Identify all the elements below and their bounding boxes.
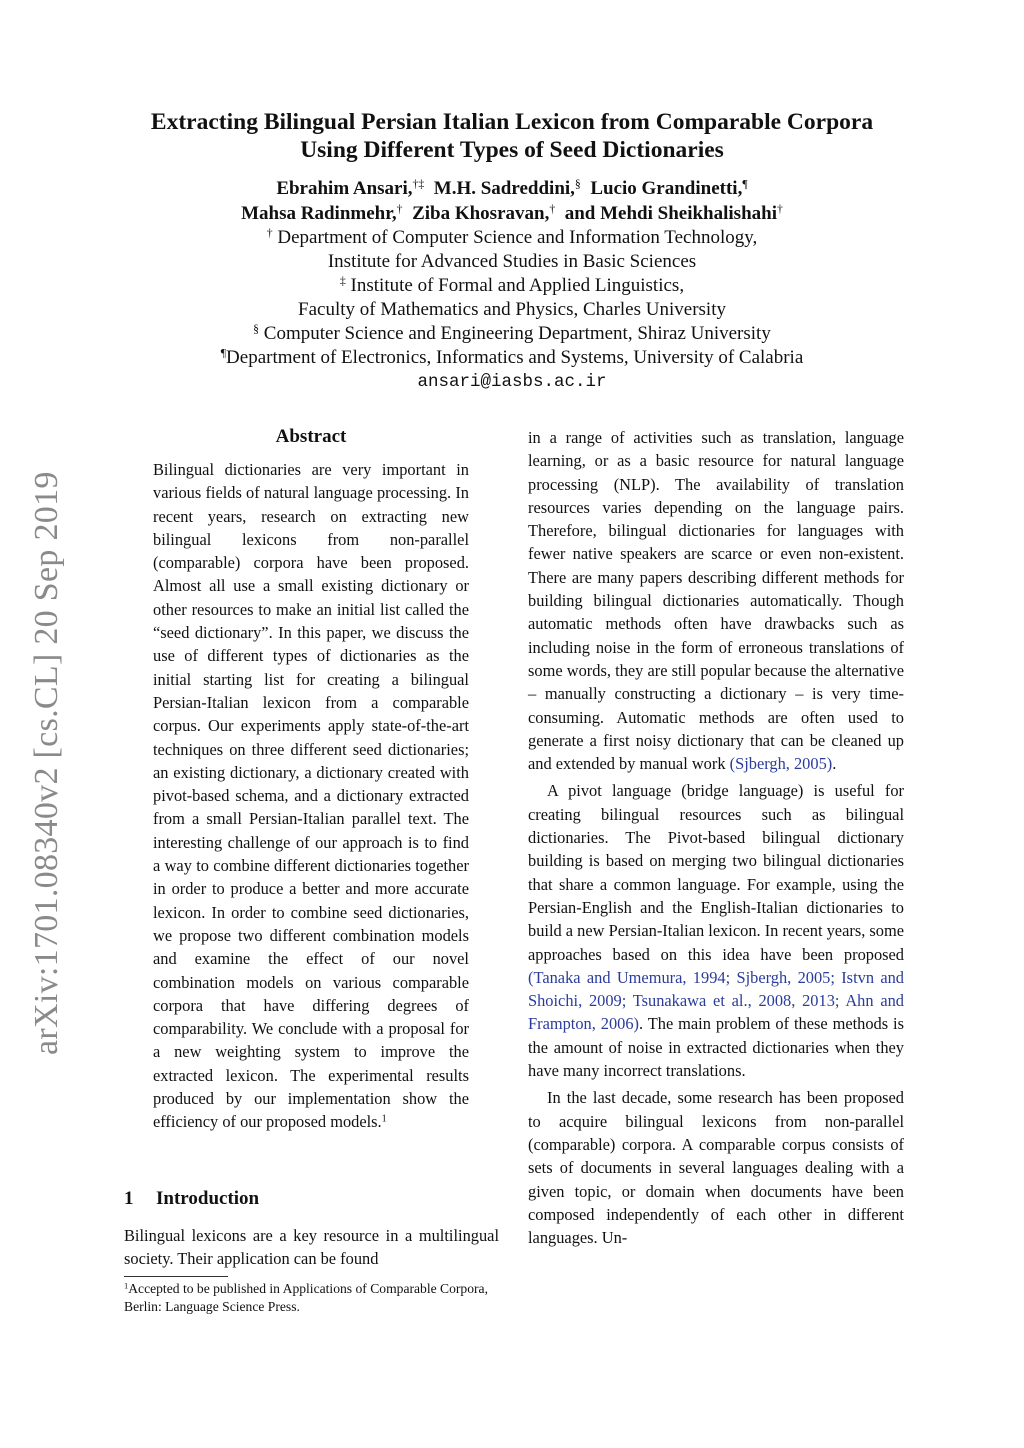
author-mark: †: [549, 202, 556, 216]
affiliation-text: Faculty of Mathematics and Physics, Charles University: [298, 299, 726, 320]
paragraph-text: In the last decade, some research has been proposed to acquire bilingual lexicons from non-parallel (comparable) corpora. A comparable corpus consists of sets of documents in several languages dealing with a given topic, or domain when documents have been composed independently of each other in different languages. Un-: [528, 1088, 904, 1248]
abstract-text: Bilingual dictionaries are very important in various fields of natural language processing. In recent years, research on extracting new bilingual lexicons from non-parallel (comparable) corpora have been proposed. Almost all use a small existing dictionary or other resources to make an initial list called the “seed dictionary”. In this paper, we discuss the use of different types of dictionaries as the initial starting list for creating a bilingual Persian-Italian lexicon from a comparable corpus. Our experiments apply state-of-the-art techniques on three different seed dictionaries; an existing dictionary, a dictionary created with pivot-based schema, and a dictionary extracted from a small Persian-Italian parallel text. The interesting challenge of our approach is to find a way to combine different dictionaries together in order to produce a better and more accurate lexicon. In order to combine seed dictionaries, we propose two different combination models and examine the effect of our novel combination models on various comparable corpora that have differing degrees of comparability. We conclude with a proposal for a new weighting system to improve the extracted lexicon. The experimental results produced by our implementation show the efficiency of our proposed models.: [153, 460, 469, 1132]
author-name: and Mehdi Sheikhalishahi: [564, 203, 777, 224]
footnote-ref[interactable]: 1: [381, 1113, 387, 1125]
introduction-body: [124, 1224, 499, 1271]
affiliation-text: Institute of Formal and Applied Linguistics,: [350, 275, 685, 296]
affiliation-mark: ‡: [339, 274, 346, 288]
footnote-text: Accepted to be published in Applications of Comparable Corpora, Berlin: Language Science Press.: [124, 1281, 488, 1314]
title-line-2: Using Different Types of Seed Dictionaries: [300, 137, 724, 163]
affiliation-mark: ¶: [220, 346, 227, 360]
author-list: [90, 176, 934, 226]
contact-email[interactable]: ansari@iasbs.ac.ir: [417, 372, 607, 392]
paragraph-text: . The main problem of these methods is the amount of noise in extracted dictionaries when they have many incorrect translations.: [528, 1014, 904, 1081]
right-column: [528, 426, 904, 1253]
affiliation-line: [90, 226, 934, 250]
author-mark: †‡: [412, 177, 425, 191]
author-line-2: [90, 201, 934, 226]
affiliation-text: Computer Science and Engineering Department, Shiraz University: [263, 323, 771, 344]
paragraph-text: in a range of activities such as translation, language learning, or as a basic resource for natural language processing (NLP). The availability of translation resources varies depending on the language pairs. Therefore, bilingual dictionaries for languages with fewer native speakers are scarce or even non-existent. There are many papers describing different methods for building bilingual dictionaries automatically. Though automatic methods often have drawbacks such as including noise in the form of erroneous translations of some words, they are still popular because the alternative – manually constructing a dictionary – is very time-consuming. Automatic methods are often used to generate a first noisy dictionary that can be cleaned up and extended by manual work: [528, 428, 904, 774]
author-line-1: [90, 176, 934, 201]
body-paragraph: [528, 779, 904, 1082]
arxiv-side-stamp: arXiv:1701.08340v2 [cs.CL] 20 Sep 2019: [28, 471, 65, 1055]
citation-link[interactable]: (Tanaka and Umemura, 1994; Sjbergh, 2005; Istvn and Shoichi, 2009; Tsunakawa et al., 2008, 2013; Ahn and Frampton, 2006): [528, 967, 904, 1034]
abstract-heading: Abstract: [275, 426, 347, 447]
affiliation-line: [90, 298, 934, 322]
author-name: Lucio Grandinetti,: [590, 178, 743, 199]
abstract-body: [153, 458, 469, 1134]
section-heading-introduction: [124, 1188, 259, 1210]
affiliation-line: [90, 250, 934, 274]
title-line-1: Extracting Bilingual Persian Italian Lexicon from Comparable Corpora: [150, 109, 874, 135]
intro-paragraph: Bilingual lexicons are a key resource in a multilingual society. Their application can be found: [124, 1226, 499, 1269]
affiliation-mark: §: [253, 322, 260, 336]
affiliation-mark: †: [266, 226, 273, 240]
affiliation-text: Department of Electronics, Informatics and Systems, University of Calabria: [226, 347, 804, 368]
paper-title: [90, 108, 934, 164]
footnote: [124, 1280, 504, 1316]
author-mark: §: [574, 177, 581, 191]
affiliation-line: [90, 346, 934, 370]
body-paragraph: [528, 426, 904, 775]
paragraph-text: A pivot language (bridge language) is useful for creating bilingual resources such as bilingual dictionaries. The Pivot-based bilingual dictionary building is based on merging two bilingual dictionaries that share a common language. For example, using the Persian-English and the English-Italian dictionaries to build a new Persian-Italian lexicon. In recent years, some approaches based on this idea have been proposed: [528, 781, 904, 964]
affiliation-line: [90, 274, 934, 298]
affiliation-line: [90, 322, 934, 346]
footnote-mark: 1: [124, 1280, 129, 1291]
author-name: Mahsa Radinmehr,: [241, 203, 397, 224]
author-name: Ebrahim Ansari,: [276, 178, 413, 199]
footnote-rule: [124, 1276, 228, 1277]
body-paragraph: [528, 1086, 904, 1249]
affiliation-text: Institute for Advanced Studies in Basic Sciences: [327, 251, 697, 272]
author-mark: †: [776, 202, 783, 216]
abstract-paragraph: [153, 458, 469, 1134]
author-mark: ¶: [742, 177, 748, 191]
paragraph-text: .: [832, 754, 837, 774]
author-name: Ziba Khosravan,: [412, 203, 550, 224]
section-number: 1: [124, 1188, 134, 1209]
affiliation-text: Department of Computer Science and Information Technology,: [277, 227, 758, 248]
citation-link[interactable]: (Sjbergh, 2005): [729, 754, 833, 774]
section-title: Introduction: [156, 1188, 260, 1209]
affiliations: [90, 226, 934, 370]
author-name: M.H. Sadreddini,: [433, 178, 575, 199]
author-mark: †: [396, 202, 403, 216]
